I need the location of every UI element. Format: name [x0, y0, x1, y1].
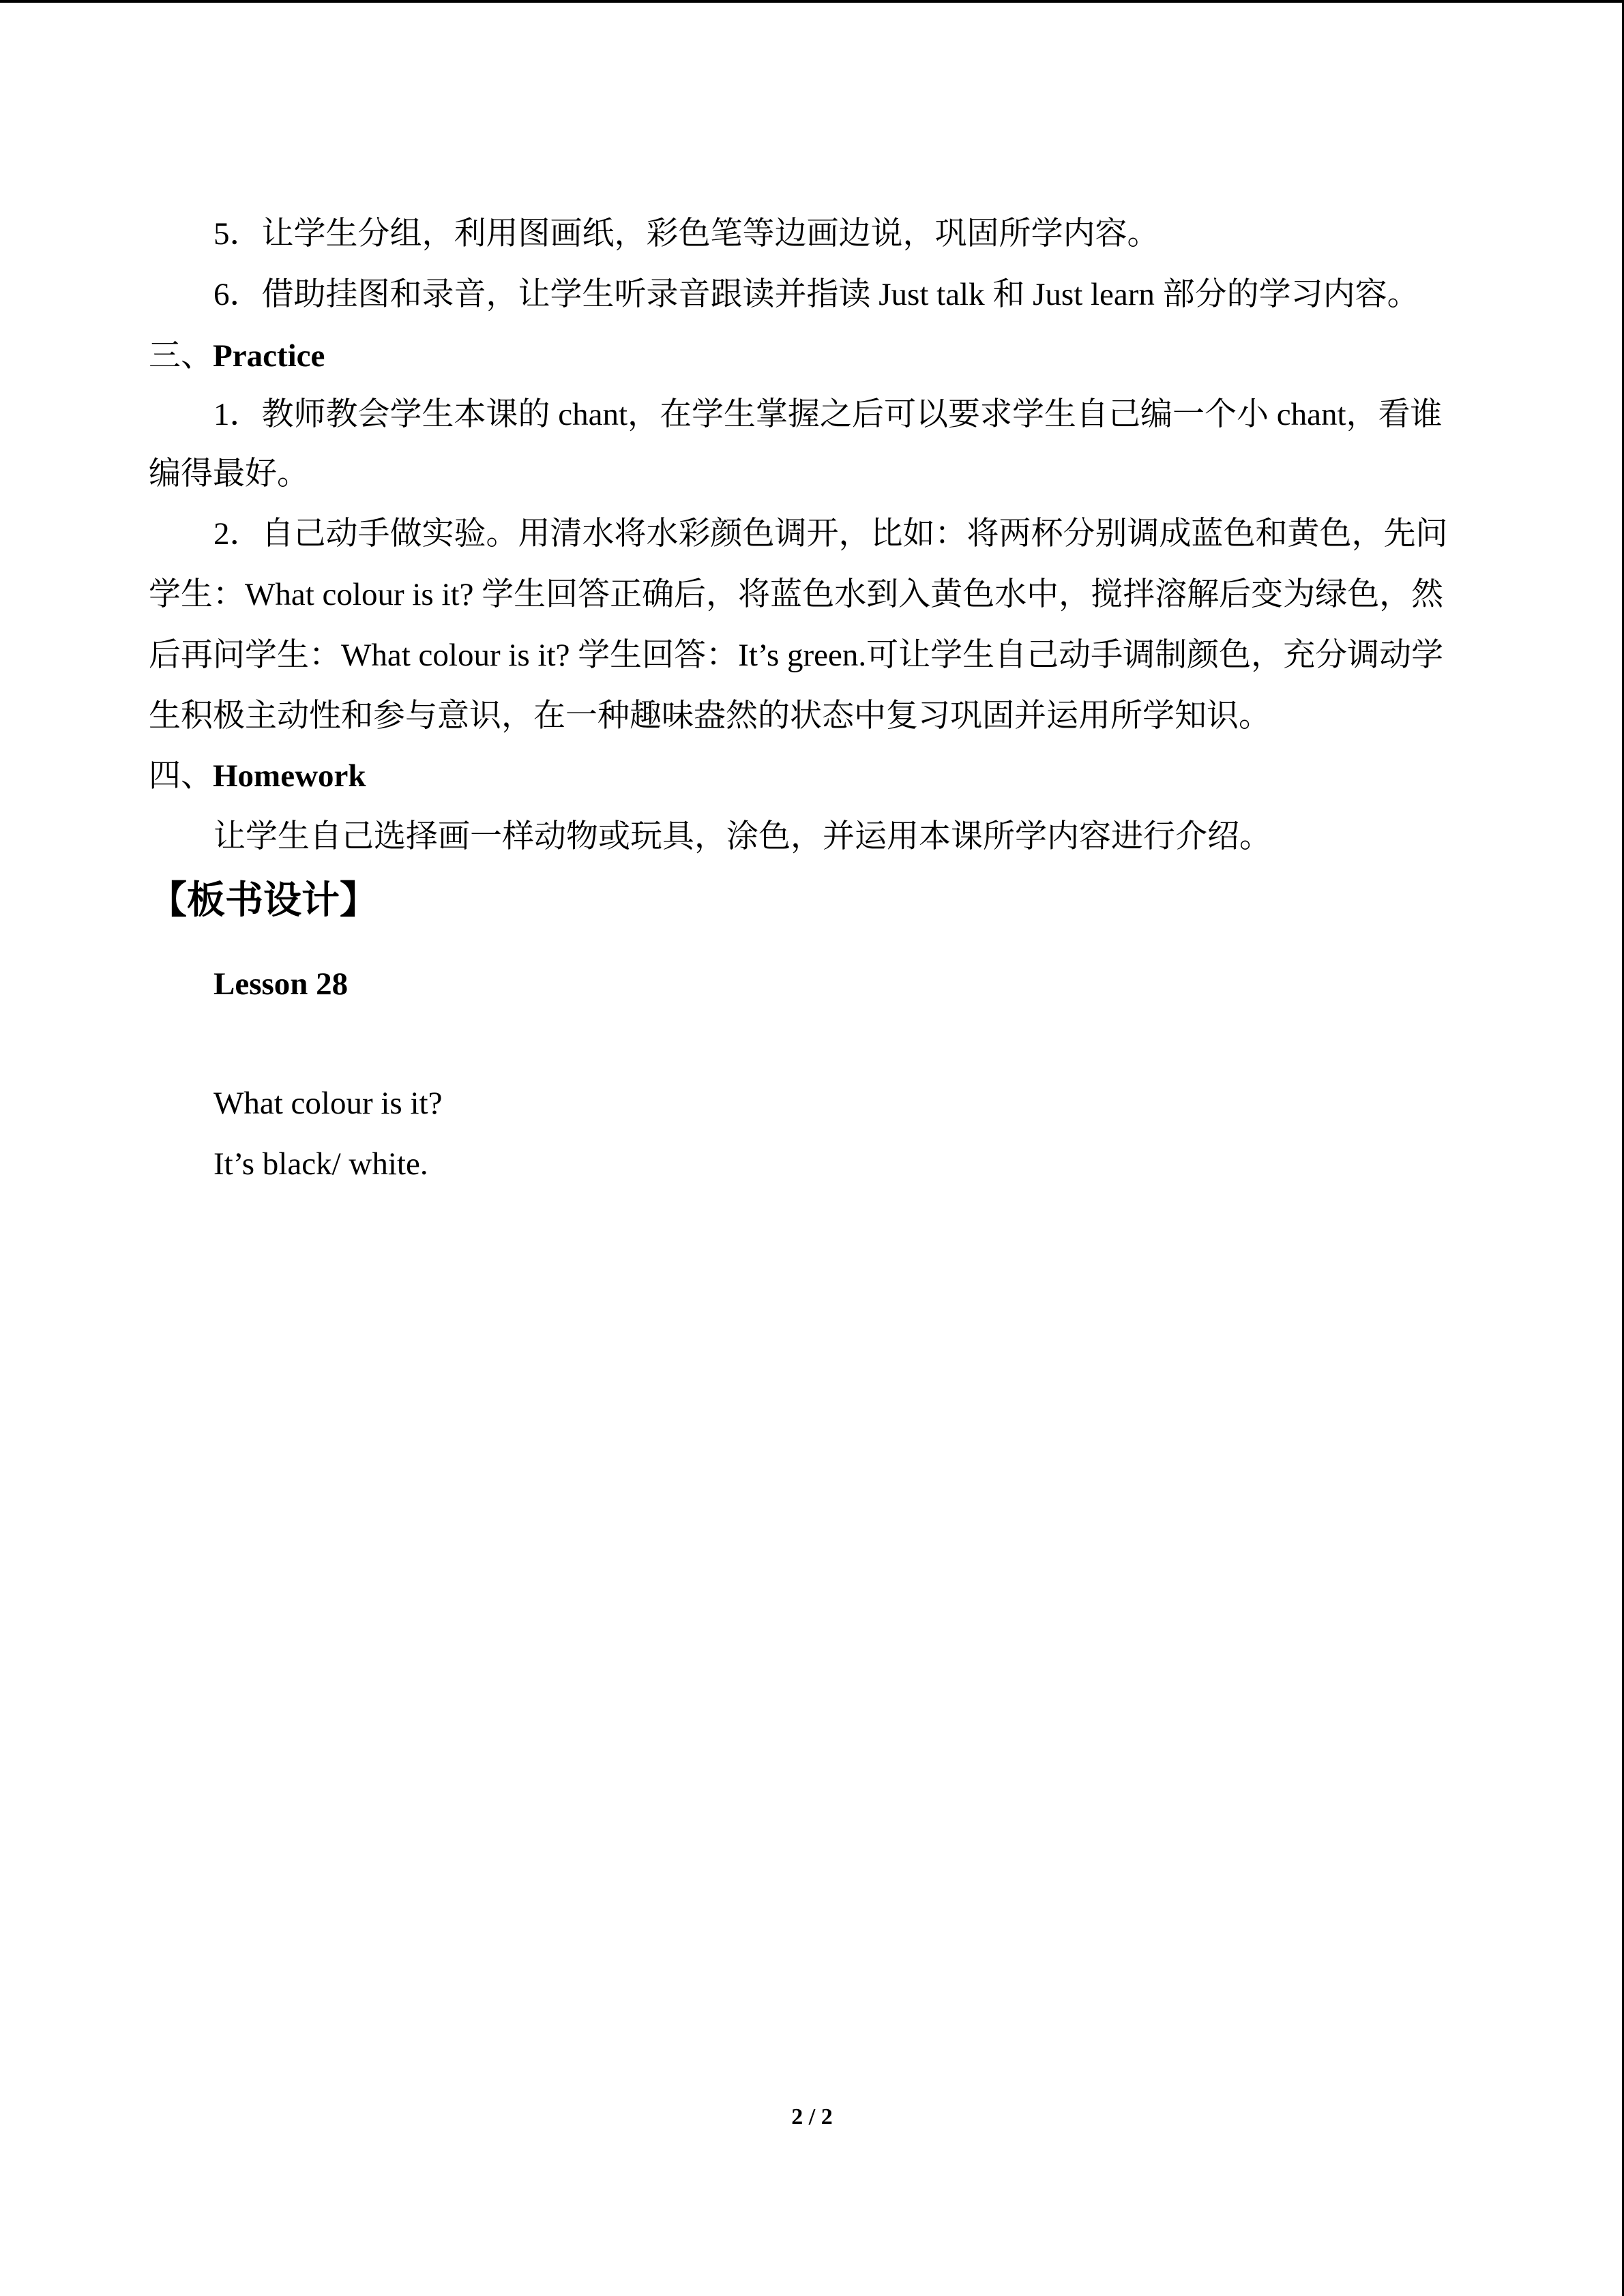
page-number: 2 / 2: [791, 2104, 833, 2130]
homework-text: 让学生自己选择画一样动物或玩具，涂色，并运用本课所学内容进行介绍。: [213, 819, 1271, 854]
practice-2-line-3: 后再问学生：What colour is it? 学生回答：It’s green.可让学生自己动手调制颜色，充分调动学: [149, 638, 1444, 673]
practice-2-line-4: 生积极主动性和参与意识，在一种趣味盎然的状态中复习巩固并运用所学知识。: [149, 698, 1271, 734]
section-number: 三、: [149, 338, 213, 374]
step-5: 5．让学生分组，利用图画纸，彩色笔等边画边说，巩固所学内容。: [213, 216, 1160, 252]
board-question: What colour is it?: [213, 1086, 443, 1121]
step-6: 6．借助挂图和录音，让学生听录音跟读并指读 Just talk 和 Just learn 部分的学习内容。: [213, 277, 1419, 312]
section-homework-heading: [149, 756, 366, 796]
section-number: 四、: [149, 758, 213, 794]
practice-2-line-1: 2．自己动手做实验。用清水将水彩颜色调开，比如：将两杯分别调成蓝色和黄色，先问: [213, 516, 1448, 552]
top-border: [0, 0, 1624, 3]
section-title: Homework: [213, 758, 366, 794]
practice-2-line-2: 学生：What colour is it? 学生回答正确后，将蓝色水到入黄色水中，搅拌溶解后变为绿色，然: [149, 577, 1444, 612]
section-title: Practice: [213, 338, 325, 374]
practice-1-line-2: 编得最好。: [149, 456, 309, 492]
practice-1-line-1: 1．教师教会学生本课的 chant，在学生掌握之后可以要求学生自己编一个小 chant，看谁: [213, 397, 1443, 432]
lesson-title: Lesson 28: [213, 966, 349, 1002]
section-practice-heading: [149, 336, 325, 376]
board-design-heading: 【板书设计】: [149, 878, 378, 923]
board-answer: It’s black/ white.: [213, 1146, 428, 1182]
